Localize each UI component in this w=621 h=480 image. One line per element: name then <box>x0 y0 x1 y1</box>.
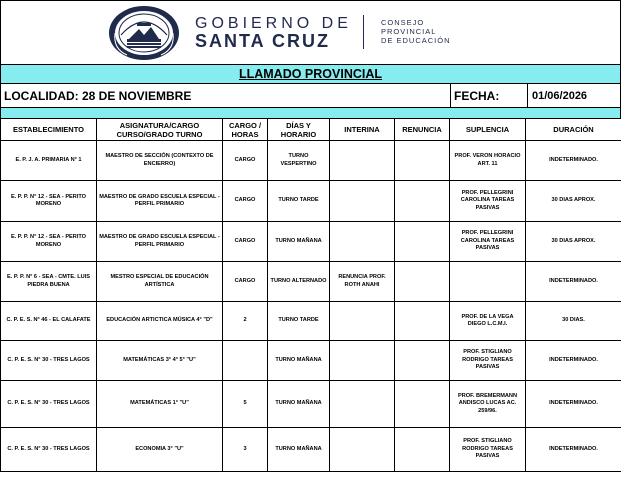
cell-renuncia <box>395 381 450 428</box>
table-row <box>1 341 621 381</box>
gov-line2: SANTA CRUZ <box>195 31 330 51</box>
cell-suplencia: PROF. DE LA VEGA DIEGO L.C.M.I. <box>450 302 526 341</box>
cell-suplencia: PROF. STIGLIANO RODRIGO TAREAS PASIVAS <box>450 428 526 472</box>
cell-duracion: 30 DIAS. <box>526 302 621 341</box>
council-line3: DE EDUCACIÓN <box>381 36 451 45</box>
cell-suplencia: PROF. PELLEGRINI CAROLINA TAREAS PASIVAS <box>450 181 526 222</box>
info-divider <box>450 84 451 107</box>
vacancies-table <box>0 118 621 472</box>
table-row <box>1 428 621 472</box>
cell-interina <box>330 428 395 472</box>
date-label: FECHA: <box>454 89 500 103</box>
council-line2: PROVINCIAL <box>381 27 437 36</box>
cell-cargo <box>223 341 268 381</box>
cell-cargo: CARGO <box>223 141 268 181</box>
header-divider <box>363 15 364 49</box>
cell-renuncia <box>395 341 450 381</box>
council-line1: CONSEJO <box>381 18 425 27</box>
cell-cargo: 5 <box>223 381 268 428</box>
cell-establecimiento: C. P. E. S. N° 30 - TRES LAGOS <box>1 381 97 428</box>
table-row <box>1 262 621 302</box>
date-value: 01/06/2026 <box>532 90 588 102</box>
cell-dias: TURNO MAÑANA <box>268 341 330 381</box>
cell-establecimiento: E. P. P. N° 12 - SEA - PERITO MORENO <box>1 222 97 262</box>
cell-establecimiento: C. P. E. S. N° 30 - TRES LAGOS <box>1 341 97 381</box>
cell-interina <box>330 181 395 222</box>
government-name <box>195 15 365 51</box>
cell-renuncia <box>395 302 450 341</box>
cell-dias: TURNO MAÑANA <box>268 381 330 428</box>
table-row <box>1 302 621 341</box>
letterhead <box>0 0 621 64</box>
cell-duracion: INDETERMINADO. <box>526 262 621 302</box>
cell-interina <box>330 302 395 341</box>
cell-asignatura: MATEMÁTICAS 3° 4° 5° "U" <box>97 341 223 381</box>
info-row <box>0 84 621 108</box>
col-header-cargo-line1: CARGO / <box>228 120 262 130</box>
cell-dias: TURNO TARDE <box>268 302 330 341</box>
cell-establecimiento: C. P. E. S. N° 46 - EL CALAFATE <box>1 302 97 341</box>
cell-cargo: 2 <box>223 302 268 341</box>
cell-dias: TURNO VESPERTINO <box>268 141 330 181</box>
cell-asignatura: MESTRO ESPECIAL DE EDUCACIÓN ARTÍSTICA <box>97 262 223 302</box>
cell-cargo: CARGO <box>223 222 268 262</box>
separator-strip <box>0 108 621 118</box>
table-row <box>1 381 621 428</box>
cell-suplencia: PROF. PELLEGRINI CAROLINA TAREAS PASIVAS <box>450 222 526 262</box>
cell-establecimiento: E. P. P. N° 12 - SEA - PERITO MORENO <box>1 181 97 222</box>
cell-asignatura: MAESTRO DE GRADO ESCUELA ESPECIAL - PERFIL PRIMARIO <box>97 222 223 262</box>
table-row <box>1 141 621 181</box>
cell-duracion: INDETERMINADO. <box>526 341 621 381</box>
cell-suplencia: PROF. BREMERMANN ANDISCO LUCAS AC. 259/96. <box>450 381 526 428</box>
cell-suplencia: PROF. STIGLIANO RODRIGO TAREAS PASIVAS <box>450 341 526 381</box>
cell-asignatura: MATEMÁTICAS 1° "U" <box>97 381 223 428</box>
cell-interina: RENUNCIA PROF. ROTH ANAHI <box>330 262 395 302</box>
cell-renuncia <box>395 181 450 222</box>
col-header-duracion: DURACIÓN <box>526 119 621 141</box>
cell-cargo: 3 <box>223 428 268 472</box>
cell-establecimiento: E. P. P. N° 6 - SEA - CMTE. LUIS PIEDRA BUENA <box>1 262 97 302</box>
col-header-dias: DÍAS Y HORARIO <box>268 119 330 141</box>
col-header-establecimiento: ESTABLECIMIENTO <box>1 119 97 141</box>
col-header-asignatura-line2: CURSO/GRADO TURNO <box>116 129 203 139</box>
cell-asignatura: MAESTRO DE SECCIÓN (CONTEXTO DE ENCIERRO) <box>97 141 223 181</box>
col-header-cargo-line2: HORAS <box>231 129 259 139</box>
cell-suplencia: PROF. VERON HORACIO ART. 11 <box>450 141 526 181</box>
col-header-cargo <box>223 119 268 141</box>
cell-duracion: INDETERMINADO. <box>526 141 621 181</box>
col-header-renuncia: RENUNCIA <box>395 119 450 141</box>
table-header-row <box>1 119 621 141</box>
cell-establecimiento: C. P. E. S. N° 30 - TRES LAGOS <box>1 428 97 472</box>
title-banner <box>0 64 621 84</box>
cell-cargo: CARGO <box>223 181 268 222</box>
cell-establecimiento: E. P. J. A. PRIMARIA N° 1 <box>1 141 97 181</box>
col-header-suplencia: SUPLENCIA <box>450 119 526 141</box>
cell-suplencia <box>450 262 526 302</box>
provincial-seal-icon <box>107 5 181 61</box>
cell-renuncia <box>395 428 450 472</box>
page-title: LLAMADO PROVINCIAL <box>238 67 383 81</box>
cell-dias: TURNO ALTERNADO <box>268 262 330 302</box>
cell-interina <box>330 141 395 181</box>
col-header-asignatura-line1: ASIGNATURA/CARGO <box>119 120 200 130</box>
col-header-asignatura <box>97 119 223 141</box>
cell-interina <box>330 341 395 381</box>
cell-duracion: INDETERMINADO. <box>526 428 621 472</box>
locality-label: LOCALIDAD: 28 DE NOVIEMBRE <box>4 89 192 103</box>
gov-line1: GOBIERNO DE <box>195 15 352 32</box>
col-header-interina: INTERINA <box>330 119 395 141</box>
info-divider <box>527 84 528 107</box>
cell-dias: TURNO MAÑANA <box>268 428 330 472</box>
cell-interina <box>330 381 395 428</box>
cell-interina <box>330 222 395 262</box>
cell-duracion: INDETERMINADO. <box>526 381 621 428</box>
table-row <box>1 222 621 262</box>
cell-asignatura: MAESTRO DE GRADO ESCUELA ESPECIAL - PERFIL PRIMARIO <box>97 181 223 222</box>
cell-duracion: 30 DIAS APROX. <box>526 181 621 222</box>
cell-dias: TURNO TARDE <box>268 181 330 222</box>
table-row <box>1 181 621 222</box>
cell-renuncia <box>395 141 450 181</box>
cell-renuncia <box>395 262 450 302</box>
cell-cargo: CARGO <box>223 262 268 302</box>
council-name <box>381 18 501 45</box>
cell-asignatura: ECONOMIA 3° "U" <box>97 428 223 472</box>
cell-dias: TURNO MAÑANA <box>268 222 330 262</box>
cell-duracion: 30 DIAS APROX. <box>526 222 621 262</box>
cell-asignatura: EDUCACIÓN ARTICTICA MÚSICA 4° "D" <box>97 302 223 341</box>
cell-renuncia <box>395 222 450 262</box>
